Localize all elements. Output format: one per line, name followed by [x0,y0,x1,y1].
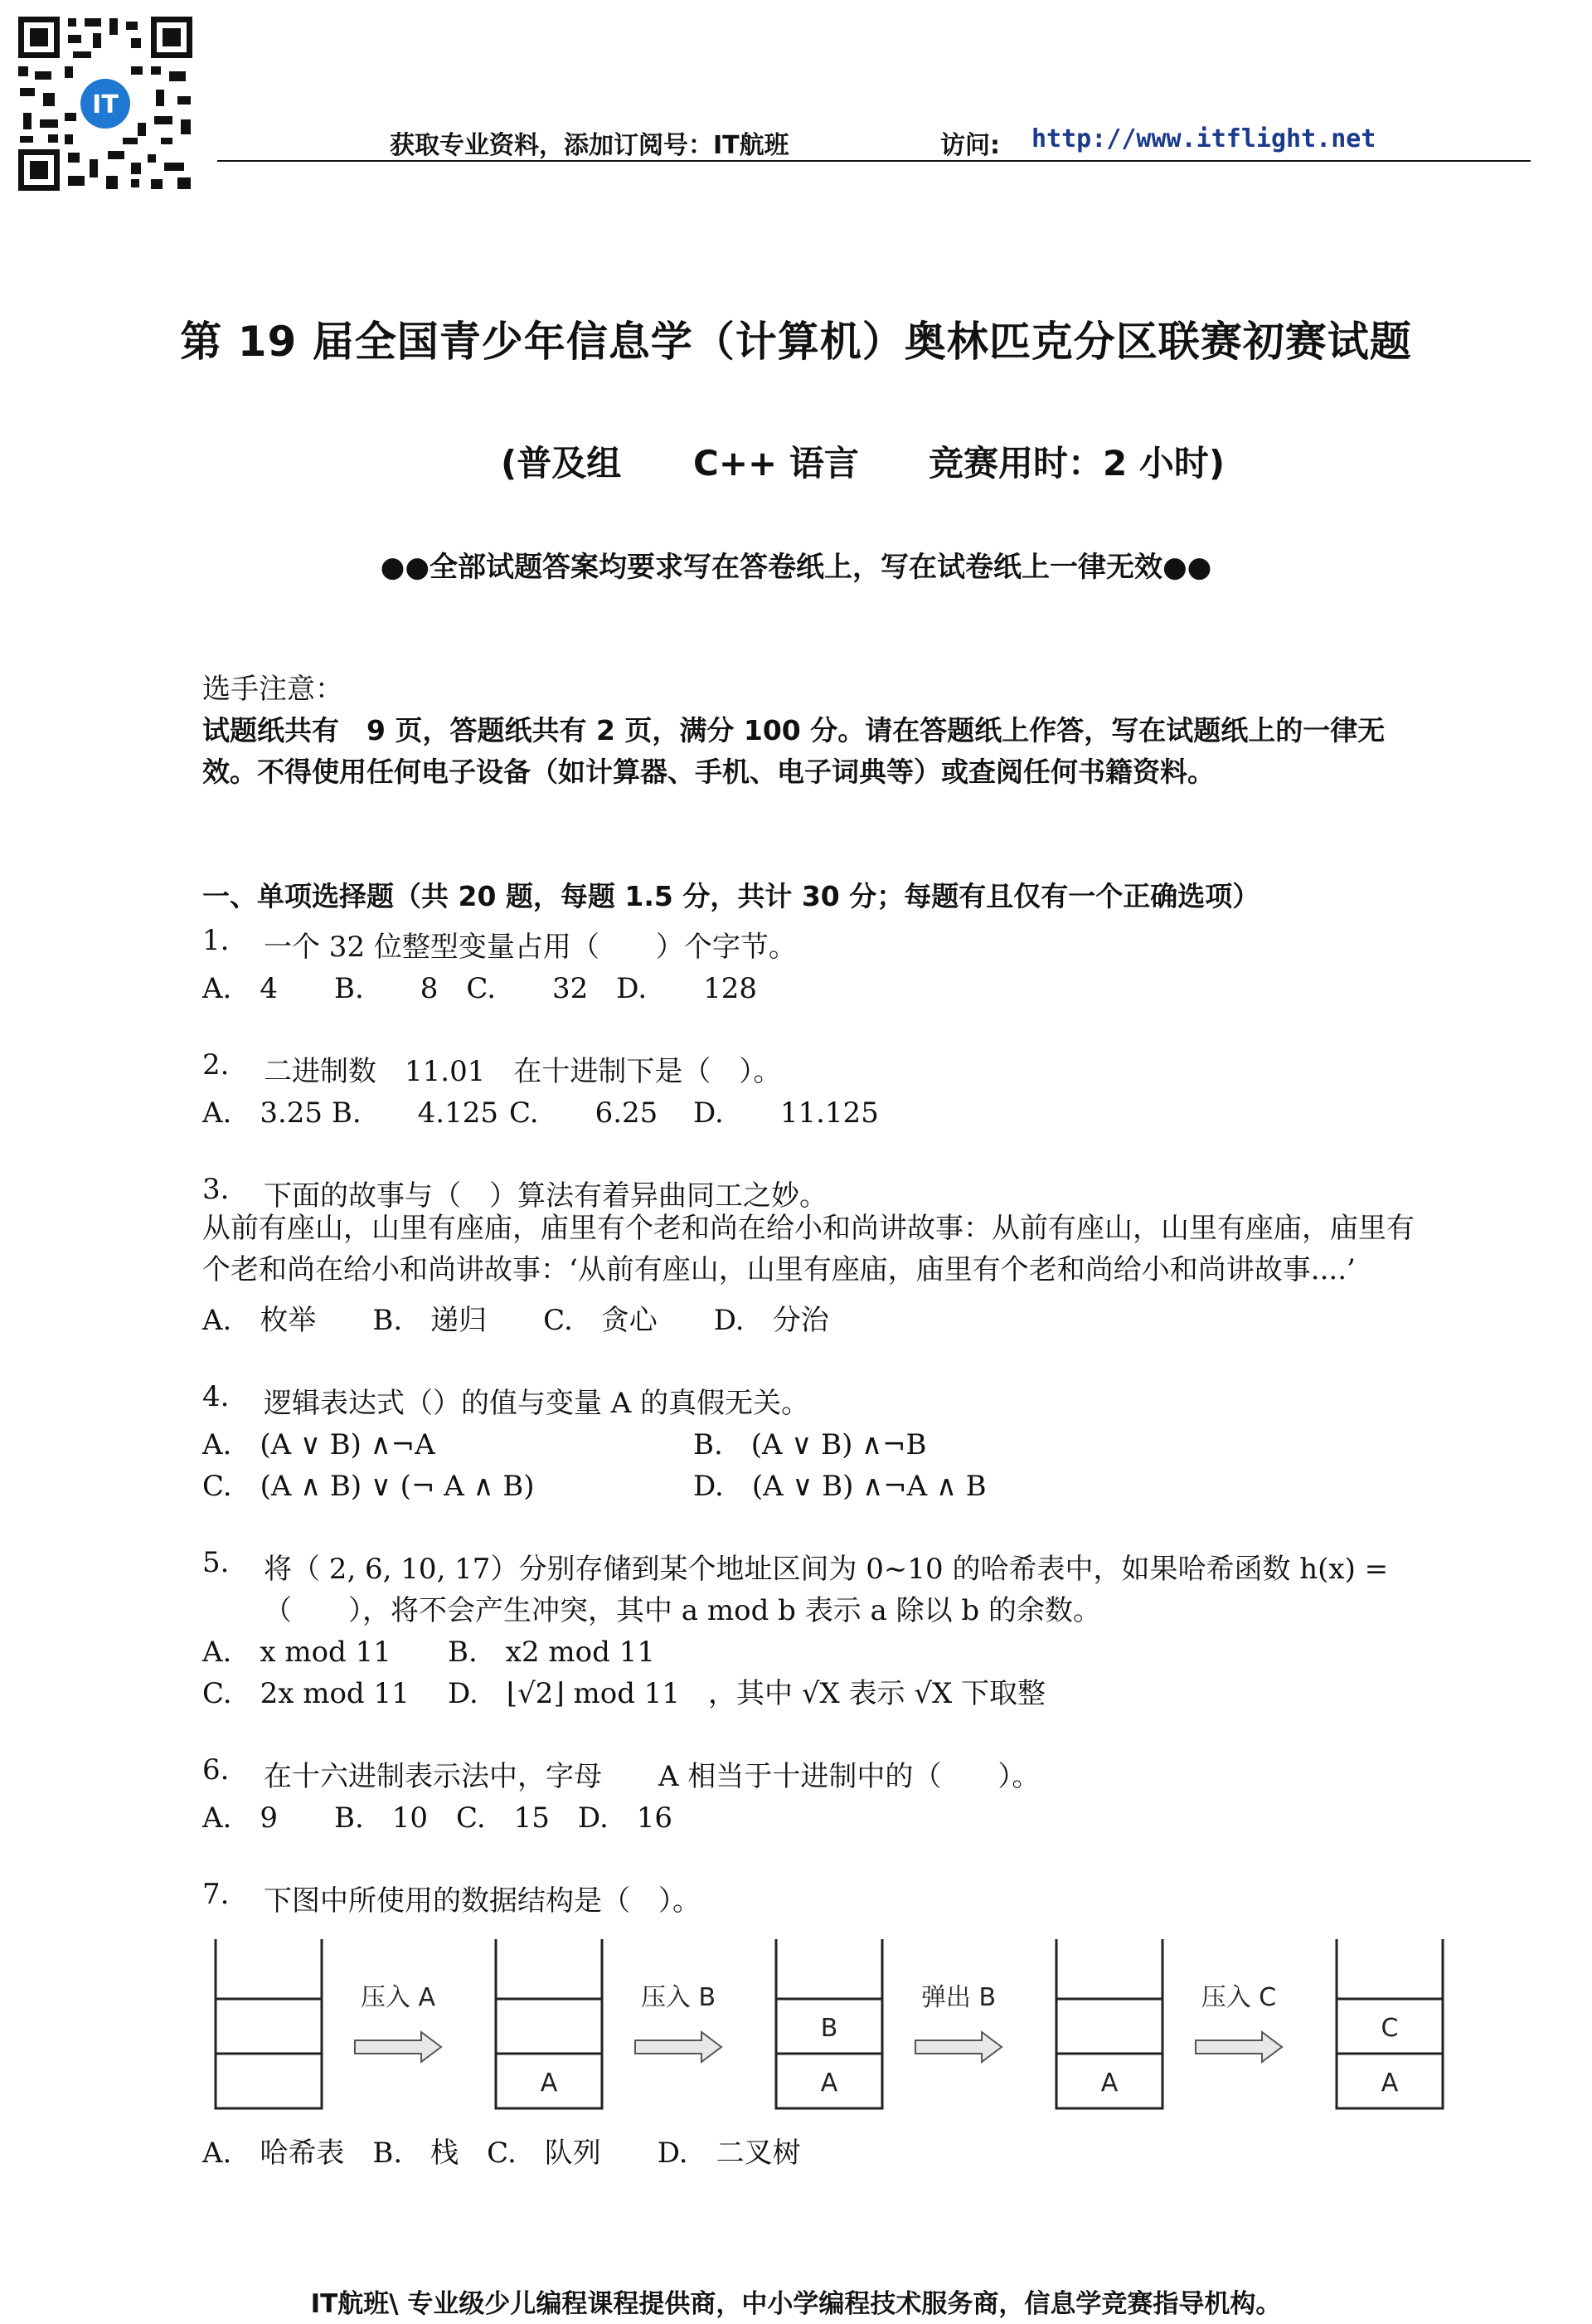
q5-option-d: D. ⌊√2⌋ mod 11 ，其中 √X 表示 √X 下取整 [448,1677,1046,1710]
header-subscribe-text: 获取专业资料，添加订阅号：IT航班 [390,131,789,160]
q5-number: 5. [202,1546,230,1579]
q3-text: 下面的故事与（ ）算法有着异曲同工之妙。 [264,1179,828,1213]
stack-item-label: A [1381,2069,1399,2098]
subtitle-group: (普及组 [501,443,622,484]
stack-operation-label: 压入 C [1201,1983,1277,2012]
q3-story-line-2: 个老和尚在给小和尚讲故事：‘从前有座山，山里有座庙，庙里有个老和尚给小和尚讲故事....’ [202,1253,1356,1286]
q7-text: 下图中所使用的数据结构是（ ）。 [264,1884,701,1918]
stack-item-label: A [1100,2069,1119,2098]
subtitle-language: C++ 语言 [693,443,859,484]
q4-option-a: A. (A ∨ B) ∧¬A [202,1428,435,1461]
stack-operation-label: 压入 A [360,1983,436,2012]
q4-option-d: D. (A ∨ B) ∧¬A ∧ B [693,1470,987,1503]
q5-option-a: A. x mod 11 [202,1636,391,1669]
q7-number: 7. [202,1878,230,1911]
stack-item-label: B [820,2014,838,2043]
q2-option-ab: A. 3.25 B. 4.125 [202,1096,498,1130]
header-divider [217,160,1531,162]
answer-notice: ●●全部试题答案均要求写在答卷纸上，写在试卷纸上一律无效●● [380,551,1212,584]
q7-options: A. 哈希表 B. 栈 C. 队列 D. 二叉树 [202,2137,801,2170]
q3-story-line-1: 从前有座山，山里有座庙，庙里有个老和尚在给小和尚讲故事：从前有座山，山里有座庙，庙里有 [202,1212,1415,1245]
stack-operation-label: 压入 B [640,1983,716,2012]
q5-option-b: B. x2 mod 11 [448,1636,655,1669]
stack-1 [216,1939,322,2108]
svg-text:IT: IT [92,90,119,119]
instructions-heading: 选手注意： [202,673,343,706]
stack-operation-label: 弹出 B [920,1983,997,2012]
right-arrow-icon [915,2032,1002,2062]
q4-option-b: B. (A ∨ B) ∧¬B [693,1428,927,1461]
stack-item-label: C [1381,2014,1399,2043]
qr-code-graphic [15,13,196,194]
q2-option-c: C. 6.25 [509,1096,658,1130]
q5-text-line-2: （ ），将不会产生冲突，其中 a mod b 表示 a 除以 b 的余数。 [264,1594,1102,1627]
q6-options: A. 9 B. 10 C. 15 D. 16 [202,1801,673,1835]
q4-option-c: C. (A ∧ B) ∨ (¬ A ∧ B) [202,1470,535,1503]
section-1-heading: 一、单项选择题（共 20 题，每题 1.5 分，共计 30 分；每题有且仅有一个正确选项） [202,880,1260,912]
page-footer: IT航班\ 专业级少儿编程课程提供商，中小学编程技术服务商，信息学竞赛指导机构。 [310,2289,1282,2319]
q6-number: 6. [202,1753,230,1787]
header-visit-label: 访问: [940,131,1000,160]
q5-option-c: C. 2x mod 11 [202,1677,410,1710]
stack-diagram-graphic [202,1933,1463,2115]
q2-option-d: D. 11.125 [693,1096,879,1130]
header-url-link[interactable]: http://www.itflight.net [1031,124,1376,153]
page-title: 第 19 届全国青少年信息学（计算机）奥林匹克分区联赛初赛试题 [180,318,1412,366]
right-arrow-icon [355,2032,441,2062]
subtitle-time: 竞赛用时：2 小时) [929,443,1226,484]
q1-number: 1. [202,924,230,957]
q4-text: 逻辑表达式（）的值与变量 A 的真假无关。 [264,1387,810,1420]
right-arrow-icon [1196,2032,1282,2062]
q3-options: A. 枚举 B. 递归 C. 贪心 D. 分治 [202,1304,829,1337]
q1-options: A. 4 B. 8 C. 32 D. 128 [202,972,758,1005]
q3-number: 3. [202,1173,230,1206]
instructions-line-1: 试题纸共有 9 页，答题纸共有 2 页，满分 100 分。请在答题纸上作答，写在试题纸上的一律无 [202,714,1386,746]
q1-text: 一个 32 位整型变量占用（ ）个字节。 [264,931,797,964]
q4-number: 4. [202,1380,230,1413]
qr-code [15,13,196,194]
q2-text: 二进制数 11.01 在十进制下是（ ）。 [264,1055,782,1088]
stack-diagram [202,1933,1463,2115]
q6-text: 在十六进制表示法中，字母 A 相当于十进制中的（ ）。 [264,1760,1041,1793]
stack-item-label: A [820,2069,838,2098]
instructions-line-2: 效。不得使用任何电子设备（如计算器、手机、电子词典等）或查阅任何书籍资料。 [202,756,1215,788]
q5-text-line-1: 将（ 2, 6, 10, 17）分别存储到某个地址区间为 0~10 的哈希表中，如果哈希函数 h(x) = [264,1553,1389,1586]
q2-number: 2. [202,1048,230,1082]
right-arrow-icon [635,2032,721,2062]
stack-item-label: A [540,2069,558,2098]
